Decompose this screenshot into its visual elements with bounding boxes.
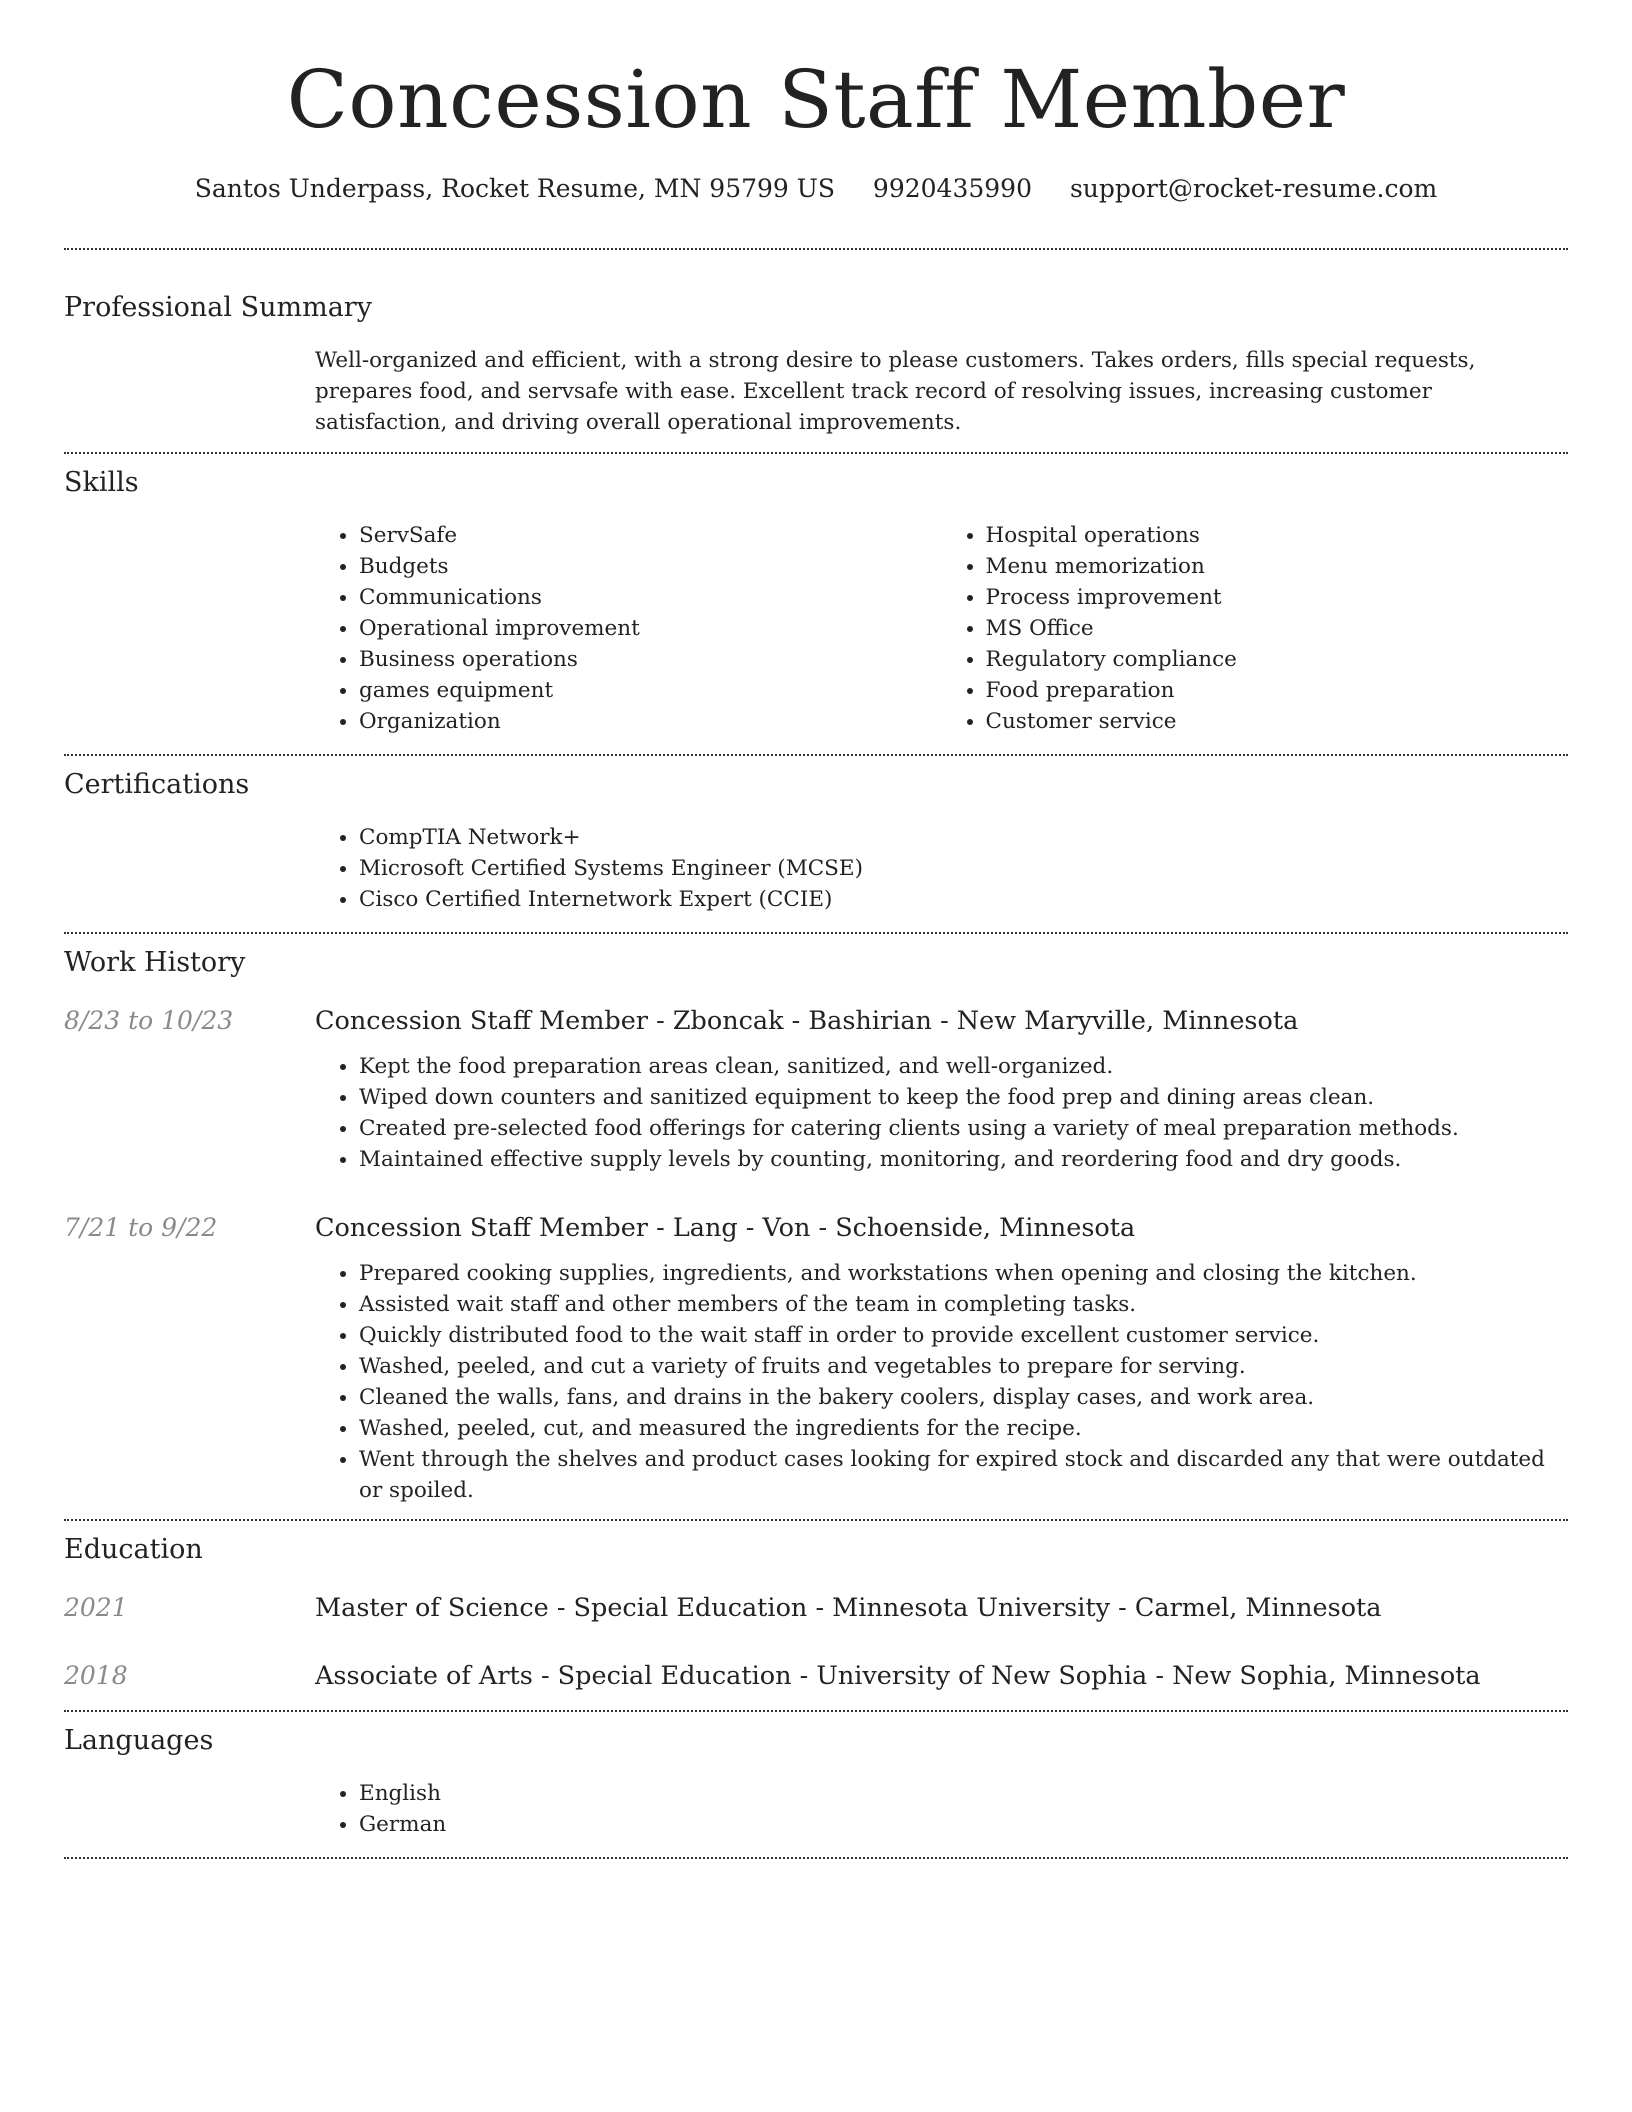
skill-item: • Customer service xyxy=(986,706,1569,737)
skill-item: • ServSafe xyxy=(359,520,942,551)
job-title: Concession Staff Member - Lang - Von - Schoenside, Minnesota xyxy=(315,1213,1136,1243)
job-bullet: • Maintained effective supply levels by counting, monitoring, and reordering food and dry goods. xyxy=(359,1144,1568,1175)
job-entry xyxy=(64,1210,1568,1506)
education-school: - University of New Sophia - New Sophia, Minnesota xyxy=(791,1661,1481,1691)
education-school: - Minnesota University - Carmel, Minnesota xyxy=(807,1593,1382,1623)
education-entry xyxy=(64,1658,1568,1694)
work-history-heading: Work History xyxy=(64,947,246,978)
job-bullet: • Quickly distributed food to the wait staff in order to provide excellent customer service. xyxy=(359,1320,1568,1351)
certifications-heading: Certifications xyxy=(64,769,250,800)
languages-section xyxy=(64,1723,1568,1840)
skill-item: • MS Office xyxy=(986,613,1569,644)
skill-item: • Budgets xyxy=(359,551,942,582)
certification-item: • CompTIA Network+ xyxy=(359,822,1568,853)
skill-item: • Communications xyxy=(359,582,942,613)
job-bullet: • Washed, peeled, cut, and measured the ingredients for the recipe. xyxy=(359,1413,1568,1444)
skill-item: • Menu memorization xyxy=(986,551,1569,582)
contact-line xyxy=(64,172,1568,206)
education-entry xyxy=(64,1590,1568,1626)
education-year: 2021 xyxy=(64,1593,128,1622)
skill-item: • Regulatory compliance xyxy=(986,644,1569,675)
job-dates: 8/23 to 10/23 xyxy=(64,1006,234,1035)
contact-email: support@rocket-resume.com xyxy=(1069,174,1438,203)
skills-section xyxy=(64,465,1568,737)
skill-item: • Process improvement xyxy=(986,582,1569,613)
job-bullet: • Went through the shelves and product cases looking for expired stock and discarded any that were outdated or spoiled. xyxy=(359,1444,1568,1506)
language-item: • English xyxy=(359,1778,1568,1809)
certifications-section xyxy=(64,767,1568,915)
section-divider xyxy=(64,932,1568,934)
education-degree: Master of Science - Special Education xyxy=(315,1593,808,1623)
certifications-list xyxy=(315,822,1568,915)
skill-item: • games equipment xyxy=(359,675,942,706)
job-bullets xyxy=(315,1258,1568,1506)
education-year: 2018 xyxy=(64,1661,128,1690)
skill-item: • Organization xyxy=(359,706,942,737)
job-bullets xyxy=(315,1051,1568,1175)
section-divider xyxy=(64,754,1568,756)
work-history-section xyxy=(64,945,1568,1506)
job-bullet: • Assisted wait staff and other members of the team in completing tasks. xyxy=(359,1289,1568,1320)
summary-text: Well-organized and efficient, with a strong desire to please customers. Takes orders, fills special requests, prepares food, and servsafe with ease. Excellent track record of resolving issues, increasing customer satisfaction, and driving overall operational improvements. xyxy=(315,348,1476,435)
skill-item: • Hospital operations xyxy=(986,520,1569,551)
job-bullet: • Wiped down counters and sanitized equipment to keep the food prep and dining areas clean. xyxy=(359,1082,1568,1113)
job-bullet: • Created pre-selected food offerings for catering clients using a variety of meal preparation methods. xyxy=(359,1113,1568,1144)
job-entry xyxy=(64,1003,1568,1175)
education-heading: Education xyxy=(64,1534,203,1565)
skill-item: • Business operations xyxy=(359,644,942,675)
education-section xyxy=(64,1532,1568,1694)
job-dates: 7/21 to 9/22 xyxy=(64,1213,218,1242)
job-bullet: • Washed, peeled, and cut a variety of fruits and vegetables to prepare for serving. xyxy=(359,1351,1568,1382)
job-bullet: • Cleaned the walls, fans, and drains in the bakery coolers, display cases, and work area. xyxy=(359,1382,1568,1413)
contact-phone: 9920435990 xyxy=(872,174,1032,203)
language-item: • German xyxy=(359,1809,1568,1840)
skill-item: • Food preparation xyxy=(986,675,1569,706)
skill-item: • Operational improvement xyxy=(359,613,942,644)
section-divider xyxy=(64,248,1568,250)
section-divider xyxy=(64,452,1568,454)
section-divider xyxy=(64,1710,1568,1712)
job-bullet: • Kept the food preparation areas clean, sanitized, and well-organized. xyxy=(359,1051,1568,1082)
section-divider xyxy=(64,1857,1568,1859)
section-divider xyxy=(64,1519,1568,1521)
certification-item: • Cisco Certified Internetwork Expert (CCIE) xyxy=(359,884,1568,915)
skills-list-right xyxy=(942,520,1569,737)
summary-section xyxy=(64,290,1568,438)
languages-list xyxy=(315,1778,1568,1840)
contact-address: Santos Underpass, Rocket Resume, MN 95799 US xyxy=(194,174,835,203)
resume-name: Concession Staff Member xyxy=(286,53,1346,146)
education-degree: Associate of Arts - Special Education xyxy=(315,1661,792,1691)
certification-item: • Microsoft Certified Systems Engineer (MCSE) xyxy=(359,853,1568,884)
summary-heading: Professional Summary xyxy=(64,292,372,323)
job-title: Concession Staff Member - Zboncak - Bashirian - New Maryville, Minnesota xyxy=(315,1006,1299,1036)
job-bullet: • Prepared cooking supplies, ingredients, and workstations when opening and closing the kitchen. xyxy=(359,1258,1568,1289)
skills-heading: Skills xyxy=(64,467,139,498)
languages-heading: Languages xyxy=(64,1725,214,1756)
skills-list-left xyxy=(315,520,942,737)
